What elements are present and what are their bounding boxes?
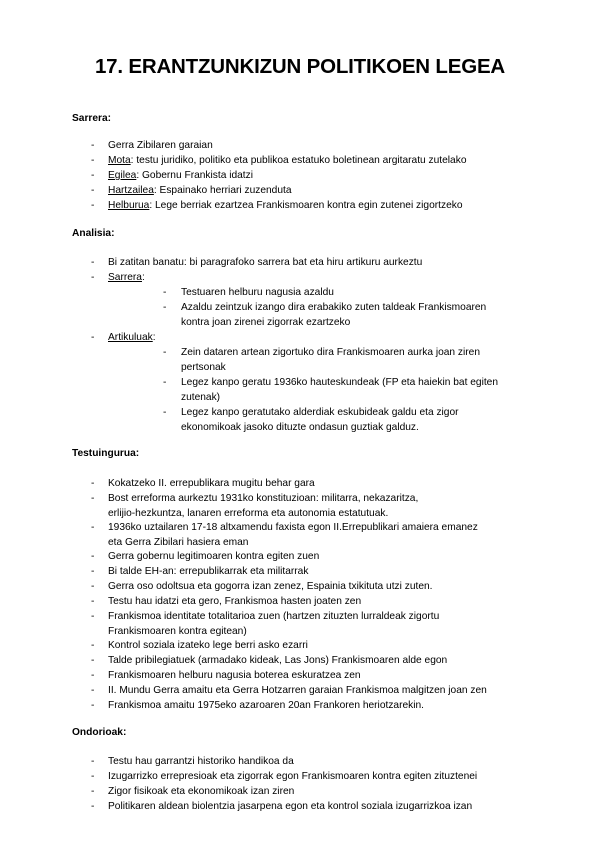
list-item-text: Legez kanpo geratutako alderdiak eskubideak galdu eta zigor (181, 407, 459, 418)
list-item-text: Gerra gobernu legitimoaren kontra egiten zuen (108, 551, 320, 562)
sub-list-item (163, 300, 486, 330)
sub-list-item (163, 285, 334, 300)
list-item (91, 270, 145, 285)
list-item (91, 698, 424, 713)
bullet-dash: - (91, 581, 95, 592)
list-item (91, 799, 472, 814)
bullet-dash: - (163, 377, 167, 388)
list-item-text: : Espainako herriari zuzenduta (153, 185, 292, 196)
list-item-text: Testuaren helburu nagusia azaldu (181, 287, 334, 298)
list-item (91, 668, 361, 683)
list-item (91, 653, 447, 668)
list-item (91, 476, 315, 491)
bullet-dash: - (91, 771, 95, 782)
list-item-label: Egilea (108, 170, 137, 181)
list-item-text: : Gobernu Frankista idatzi (136, 170, 253, 181)
list-item-text: Gerra oso odoltsua eta gogorra izan zenez, Espainia txikituta utzi zuten. (108, 581, 433, 592)
list-item-text: Politikaren aldean biolentzia jasarpena egon eta kontrol soziala izugarrizkoa izan (108, 801, 473, 812)
list-item (91, 769, 477, 784)
list-item (91, 754, 294, 769)
sub-list-item (163, 345, 480, 375)
bullet-dash: - (91, 257, 95, 268)
bullet-dash: - (91, 478, 95, 489)
section-heading-analisia: Analisia: (72, 228, 115, 239)
list-item-text: Gerra Zibilaren garaian (108, 140, 213, 151)
bullet-dash: - (91, 272, 95, 283)
list-item-text: Bi zatitan banatu: bi paragrafoko sarrera bat eta hiru artikuru aurkeztu (108, 257, 423, 268)
section-heading-sarrera: Sarrera: (72, 113, 112, 124)
list-item-text: Legez kanpo geratu 1936ko hauteskundeak (FP eta haiekin bat egiten (181, 377, 498, 388)
list-item-text-cont: Frankismoaren kontra egitean) (108, 626, 247, 638)
section-heading-testuingurua: Testuingurua: (72, 448, 140, 459)
list-item-text: Frankismoa amaitu 1975eko azaroaren 20an Frankoren heriotzarekin. (108, 700, 424, 711)
list-item-text: Kontrol soziala izateko lege berri asko ezarri (108, 640, 308, 651)
sub-list-item (163, 405, 459, 435)
list-item-text-cont: ekonomikoak jasoko dituzte ondasun guztiak galduz. (181, 422, 419, 434)
list-item-text: Frankismoa identitate totalitarioa zuen (hartzen zituzten lurraldeak zigortu (108, 611, 440, 622)
list-item-text: Talde pribilegiatuek (armadako kideak, Las Jons) Frankismoaren alde egon (108, 655, 448, 666)
list-item (91, 491, 418, 521)
bullet-dash: - (91, 700, 95, 711)
list-item (91, 594, 361, 609)
list-item-text-cont: pertsonak (181, 362, 226, 374)
bullet-dash: - (91, 670, 95, 681)
list-item-text-cont: eta Gerra Zibilari hasiera eman (108, 537, 249, 549)
bullet-dash: - (91, 332, 95, 343)
list-item (91, 198, 463, 213)
list-item (91, 549, 319, 564)
sub-list-item (163, 375, 498, 405)
list-item-label: Mota (108, 155, 131, 166)
list-item (91, 138, 213, 153)
bullet-dash: - (91, 185, 95, 196)
list-item (91, 784, 294, 799)
page-title: 17. ERANTZUNKIZUN POLITIKOEN LEGEA (94, 55, 506, 78)
list-item-text: Bost erreforma aurkeztu 1931ko konstituzioan: militarra, nekazaritza, (108, 493, 419, 504)
section-heading-ondorioak: Ondorioak: (72, 727, 127, 738)
list-item-text: Testu hau idatzi eta gero, Frankismoa hasten joaten zen (108, 596, 362, 607)
list-item-text: Azaldu zeintzuk izango dira erabakiko zuten taldeak Frankismoaren (181, 302, 487, 313)
bullet-dash: - (163, 347, 167, 358)
list-item (91, 255, 422, 270)
bullet-dash: - (91, 140, 95, 151)
list-item (91, 638, 308, 653)
list-item-text: Bi talde EH-an: errepublikarrak eta militarrak (108, 566, 309, 577)
bullet-dash: - (91, 551, 95, 562)
bullet-dash: - (91, 786, 95, 797)
list-item-text: Frankismoaren helburu nagusia boterea eskuratzea zen (108, 670, 361, 681)
bullet-dash: - (91, 493, 95, 504)
bullet-dash: - (91, 155, 95, 166)
label-colon: : (152, 332, 156, 343)
list-item-text: Testu hau garrantzi historiko handikoa da (108, 756, 294, 767)
list-item-text: Zein dataren artean zigortuko dira Frankismoaren aurka joan ziren (181, 347, 480, 358)
list-item-text: : Lege berriak ezartzea Frankismoaren kontra egin zutenei zigortzeko (149, 200, 463, 211)
bullet-dash: - (163, 287, 167, 298)
bullet-dash: - (91, 566, 95, 577)
list-item-text-cont: zutenak) (181, 392, 221, 404)
list-item-text: Izugarrizko errepresioak eta zigorrak egon Frankismoaren kontra egiten zituztenei (108, 771, 478, 782)
list-item (91, 683, 487, 698)
list-item (91, 579, 433, 594)
list-item-text: 1936ko uztailaren 17-18 altxamendu faxista egon II.Errepublikari amaiera emanez (108, 522, 478, 533)
bullet-dash: - (91, 756, 95, 767)
list-item (91, 564, 308, 579)
list-item-text: II. Mundu Gerra amaitu eta Gerra Hotzarren garaian Frankismoa malgitzen joan zen (108, 685, 487, 696)
bullet-dash: - (91, 596, 95, 607)
list-item-label: Hartzailea (108, 185, 154, 196)
list-item (91, 168, 253, 183)
list-item-text: Zigor fisikoak eta ekonomikoak izan ziren (108, 786, 295, 797)
bullet-dash: - (91, 170, 95, 181)
bullet-dash: - (91, 801, 95, 812)
list-item-text: Kokatzeko II. errepublikara mugitu behar gara (108, 478, 315, 489)
list-item (91, 330, 156, 345)
bullet-dash: - (91, 611, 95, 622)
bullet-dash: - (91, 640, 95, 651)
bullet-dash: - (91, 655, 95, 666)
bullet-dash: - (163, 407, 167, 418)
list-item-label: Artikuluak (108, 332, 153, 343)
bullet-dash: - (91, 522, 95, 533)
list-item-text-cont: kontra joan zirenei zigorrak ezartzeko (181, 317, 351, 329)
list-item (91, 153, 467, 168)
list-item (91, 520, 478, 550)
list-item (91, 609, 439, 639)
label-colon: : (141, 272, 145, 283)
list-item-text: : testu juridiko, politiko eta publikoa estatuko boletinean argitaratu zutelako (130, 155, 467, 166)
list-item-label: Helburua (108, 200, 150, 211)
list-item-text-cont: erlijio-hezkuntza, lanaren erreforma eta autonomia estatutuak. (108, 508, 389, 520)
bullet-dash: - (91, 685, 95, 696)
bullet-dash: - (91, 200, 95, 211)
bullet-dash: - (163, 302, 167, 313)
list-item-label: Sarrera (108, 272, 142, 283)
list-item (91, 183, 292, 198)
